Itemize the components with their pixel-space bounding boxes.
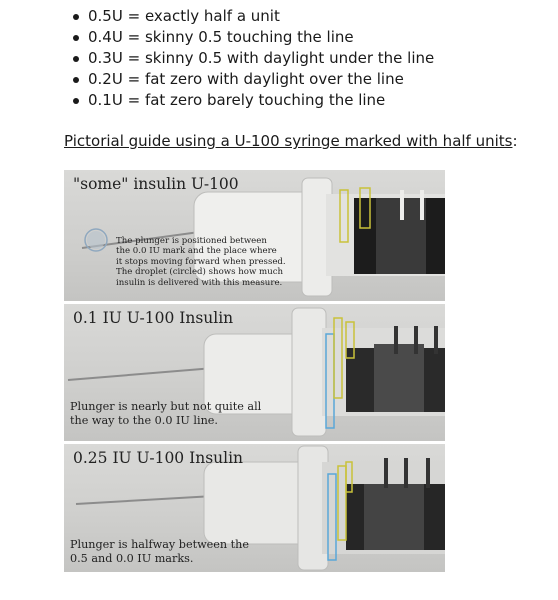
guide-link-text: Pictorial guide using a U-100 syringe marked with half units — [64, 132, 513, 150]
panel-caption: Plunger is nearly but not quite all the way to the 0.0 IU line. — [70, 400, 262, 427]
bullet-item: 0.4U = skinny 0.5 touching the line — [70, 27, 434, 48]
bullet-item: 0.5U = exactly half a unit — [70, 6, 434, 27]
bullet-item: 0.3U = skinny 0.5 with daylight under the line — [70, 48, 434, 69]
bullet-item: 0.1U = fat zero barely touching the line — [70, 90, 434, 111]
syringe-photo-panel-1 — [64, 170, 445, 301]
panel-title: "some" insulin U-100 — [73, 175, 239, 193]
bullet-list — [70, 6, 434, 111]
guide-heading — [64, 131, 518, 151]
bullet-item: 0.2U = fat zero with daylight over the line — [70, 69, 434, 90]
panel-caption: Plunger is halfway between the 0.5 and 0.0 IU marks. — [70, 538, 249, 565]
panel-title: 0.25 IU U-100 Insulin — [73, 449, 244, 467]
guide-suffix: : — [512, 132, 518, 150]
panel-title: 0.1 IU U-100 Insulin — [73, 309, 234, 327]
panel-caption: The plunger is positioned between the 0.0 IU mark and the place where it stops moving forward when pressed. The droplet (circled) shows how much insulin is delivered with this measure. — [116, 236, 286, 288]
syringe-photo-panel-3 — [64, 444, 445, 572]
syringe-photo-panel-2 — [64, 304, 445, 441]
